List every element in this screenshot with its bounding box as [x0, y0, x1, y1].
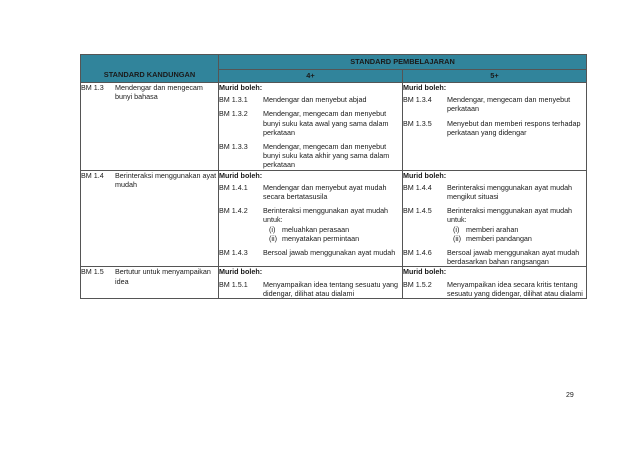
- standard-kandungan-cell: [81, 83, 219, 171]
- standard-kandungan: [81, 83, 218, 101]
- learning-standard-item: [403, 95, 586, 113]
- learning-standard-item: [403, 183, 586, 201]
- learning-standard-text: Mendengar dan menyebut ayat mudah secara bertatasusila: [263, 182, 387, 202]
- sub-item-text: memberi arahan: [466, 224, 519, 234]
- learning-standard-body: [447, 95, 586, 113]
- standard-code: BM 1.5: [81, 267, 104, 277]
- sub-item-text: memberi pandangan: [466, 233, 532, 243]
- learning-standard-code: BM 1.4.3: [219, 248, 248, 258]
- table-row: [81, 267, 587, 299]
- learning-standard-code: BM 1.3.3: [219, 142, 248, 152]
- learning-standard-item: [219, 142, 402, 170]
- curriculum-page: [80, 54, 586, 299]
- learning-standard-item: [219, 109, 402, 137]
- learning-standard-text: Bersoal jawab menggunakan ayat mudah: [263, 248, 396, 258]
- header-level-5: 5+: [403, 70, 587, 83]
- page-number: 29: [566, 392, 574, 399]
- standard-kandungan-cell: [81, 267, 219, 299]
- table-body: [81, 83, 587, 299]
- learning-standard-body: [263, 142, 402, 170]
- standard-kandungan: [81, 267, 218, 285]
- sub-item: [263, 225, 402, 234]
- sub-item-text: meluahkan perasaan: [282, 224, 350, 234]
- learning-standard-item: [219, 280, 402, 298]
- learning-standard-body: [447, 119, 586, 137]
- standard-description: Berinteraksi menggunakan ayat mudah: [115, 170, 217, 189]
- learning-standard-body: [263, 183, 402, 201]
- sub-item: [447, 225, 586, 234]
- learning-standard-body: [263, 248, 402, 257]
- pembelajaran-cell-level-5: [403, 267, 587, 299]
- sub-item-label: (ii): [453, 233, 461, 243]
- sub-item: [263, 234, 402, 243]
- learning-standard-body: [447, 206, 586, 243]
- pembelajaran-cell-level-4: [219, 83, 403, 171]
- learning-standard-item: [219, 183, 402, 201]
- learning-standard-code: BM 1.5.2: [403, 279, 432, 289]
- standard-description: Bertutur untuk menyampaikan idea: [115, 267, 211, 286]
- learning-standard-item: [219, 206, 402, 243]
- learning-standard-code: BM 1.3.1: [219, 95, 248, 105]
- header-standard-kandungan: STANDARD KANDUNGAN: [81, 55, 219, 83]
- table-row: [81, 83, 587, 171]
- sub-item-label: (i): [453, 224, 460, 234]
- learning-standard-item: [403, 280, 586, 298]
- standard-description: Mendengar dan mengecam bunyi bahasa: [115, 83, 203, 102]
- learning-standard-code: BM 1.3.4: [403, 95, 432, 105]
- murid-boleh-label: Murid boleh:: [403, 83, 447, 92]
- murid-boleh-label: Murid boleh:: [403, 170, 447, 180]
- pembelajaran-cell-level-4: [219, 170, 403, 267]
- standard-kandungan: [81, 171, 218, 189]
- learning-standard-text: Berinteraksi menggunakan ayat mudah untuk:: [263, 206, 389, 225]
- learning-standard-text: Bersoal jawab menggunakan ayat mudah berdasarkan bahan rangsangan: [447, 248, 580, 267]
- learning-standard-body: [263, 206, 402, 243]
- standard-code: BM 1.4: [81, 170, 104, 180]
- learning-standard-text: Mendengar dan menyebut abjad: [263, 95, 367, 105]
- header-level-4: 4+: [219, 70, 403, 83]
- table-row: [81, 170, 587, 267]
- learning-standard-code: BM 1.4.1: [219, 182, 248, 192]
- pembelajaran-cell-level-5: [403, 170, 587, 267]
- sub-item-text: menyatakan permintaan: [282, 233, 360, 243]
- standards-table: [80, 54, 587, 299]
- sub-item-label: (i): [269, 224, 276, 234]
- pembelajaran-cell-level-5: [403, 83, 587, 171]
- learning-standard-text: Mendengar, mengecam dan menyebut bunyi suku kata awal yang sama dalam perkataan: [263, 109, 389, 137]
- learning-standard-code: BM 1.3.2: [219, 109, 248, 119]
- learning-standard-item: [403, 248, 586, 266]
- learning-standard-code: BM 1.4.2: [219, 206, 248, 216]
- learning-standard-body: [263, 280, 402, 298]
- learning-standard-code: BM 1.3.5: [403, 118, 432, 128]
- learning-standard-item: [219, 248, 402, 257]
- learning-standard-text: Menyampaikan idea secara kritis tentang sesuatu yang didengar, dilihat atau dialami: [447, 279, 583, 298]
- murid-boleh-label: Murid boleh:: [219, 83, 263, 92]
- learning-standard-code: BM 1.4.4: [403, 182, 432, 192]
- learning-standard-item: [403, 206, 586, 243]
- learning-standard-text: Berinteraksi menggunakan ayat mudah untuk:: [447, 206, 573, 225]
- murid-boleh-label: Murid boleh:: [403, 267, 447, 277]
- sub-item-label: (ii): [269, 233, 277, 243]
- learning-standard-text: Menyebut dan memberi respons terhadap perkataan yang didengar: [447, 118, 581, 137]
- standard-kandungan-cell: [81, 170, 219, 267]
- learning-standard-text: Berinteraksi menggunakan ayat mudah mengikut situasi: [447, 182, 573, 202]
- sub-item: [447, 234, 586, 243]
- learning-standard-body: [263, 95, 402, 104]
- pembelajaran-cell-level-4: [219, 267, 403, 299]
- learning-standard-text: Mendengar, mengecam dan menyebut perkataan: [447, 95, 571, 114]
- learning-standard-code: BM 1.4.6: [403, 248, 432, 258]
- learning-standard-item: [219, 95, 402, 104]
- learning-standard-text: Mendengar, mengecam dan menyebut bunyi suku kata akhir yang sama dalam perkataan: [263, 142, 390, 170]
- learning-standard-body: [447, 248, 586, 266]
- learning-standard-item: [403, 119, 586, 137]
- header-standard-pembelajaran: STANDARD PEMBELAJARAN: [219, 55, 587, 70]
- murid-boleh-label: Murid boleh:: [219, 170, 263, 180]
- learning-standard-body: [263, 109, 402, 137]
- murid-boleh-label: Murid boleh:: [219, 267, 263, 277]
- learning-standard-code: BM 1.5.1: [219, 279, 248, 289]
- learning-standard-code: BM 1.4.5: [403, 206, 432, 216]
- standard-code: BM 1.3: [81, 83, 104, 92]
- learning-standard-body: [447, 280, 586, 298]
- learning-standard-body: [447, 183, 586, 201]
- learning-standard-text: Menyampaikan idea tentang sesuatu yang didengar, dilihat atau dialami: [263, 279, 399, 298]
